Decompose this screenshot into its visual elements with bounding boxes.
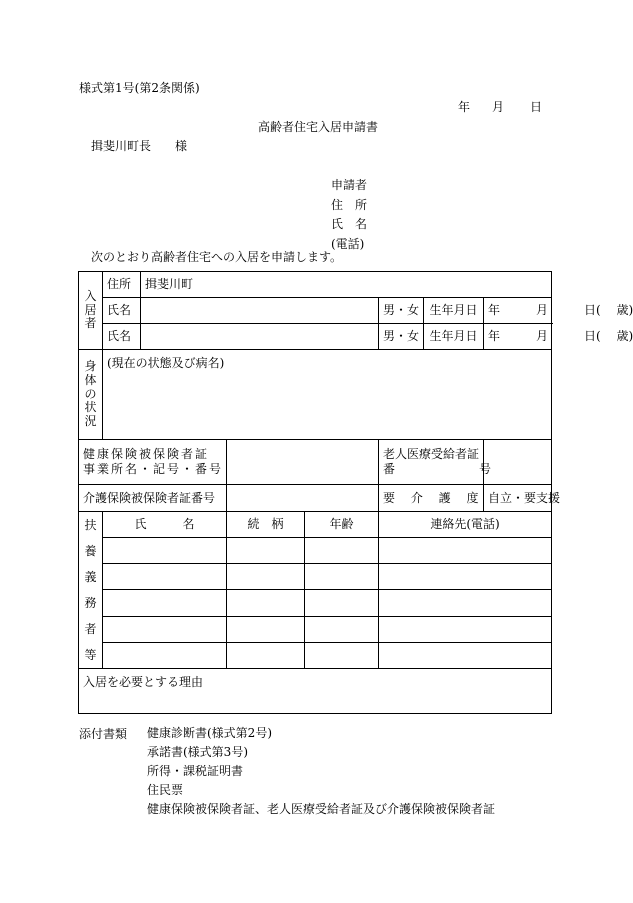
elderly-medical-label: 老人医療受給者証 番 号 [379, 440, 484, 485]
date-year: 年 [458, 100, 471, 114]
supporter-relation[interactable] [227, 590, 305, 616]
supporter-name[interactable] [103, 616, 227, 642]
reason-label: 入居を必要とする理由 [83, 675, 204, 689]
supporter-row [79, 642, 552, 668]
care-level-label: 要 介 護 度 [379, 485, 484, 512]
birth-field[interactable]: 年 月 日( 歳) [484, 324, 552, 350]
care-insurance-field[interactable] [227, 485, 379, 512]
supporter-contact[interactable] [379, 564, 552, 590]
attachment-item: 所得・課税証明書 [147, 764, 244, 778]
supporter-relation[interactable] [227, 616, 305, 642]
supporter-relation[interactable] [227, 642, 305, 668]
attachments-label: 添付書類 [79, 727, 128, 741]
supporter-age[interactable] [305, 564, 379, 590]
supporter-age[interactable] [305, 642, 379, 668]
supporter-name[interactable] [103, 564, 227, 590]
supporter-name[interactable] [103, 642, 227, 668]
birth-label: 生年月日 [424, 298, 484, 324]
supporter-contact[interactable] [379, 590, 552, 616]
applicant-block [331, 176, 367, 254]
birth-field[interactable]: 年 月 日( 歳) [484, 298, 552, 324]
intro-text: 次のとおり高齢者住宅への入居を申請します。 [91, 250, 343, 264]
col-name-header: 氏 名 [103, 512, 227, 538]
supporter-contact[interactable] [379, 616, 552, 642]
supporter-relation[interactable] [227, 564, 305, 590]
care-insurance-label: 介護保険被保険者証番号 [79, 485, 227, 512]
attachment-item: 健康診断書(様式第2号) [147, 726, 272, 740]
supporter-name[interactable] [103, 590, 227, 616]
applicant-name-label: 氏 名 [331, 217, 368, 231]
condition-label: 身 体 の 状 況 [79, 350, 103, 440]
application-table [78, 271, 633, 714]
form-number: 様式第1号(第2条関係) [79, 81, 200, 95]
supporter-row [79, 616, 552, 642]
col-contact-header: 連絡先(電話) [379, 512, 552, 538]
resident-label: 入 居 者 [79, 272, 103, 350]
name-field[interactable] [141, 298, 379, 324]
addressee: 揖斐川町長 様 [91, 139, 188, 153]
elderly-medical-field[interactable] [484, 440, 552, 485]
address-label: 住所 [103, 272, 141, 298]
supporter-row [79, 538, 552, 564]
date-day: 日 [530, 100, 543, 114]
attachment-item: 承諾書(様式第3号) [147, 745, 248, 759]
col-age-header: 年齢 [305, 512, 379, 538]
address-value[interactable]: 揖斐川町 [141, 272, 552, 298]
birth-label: 生年月日 [424, 324, 484, 350]
sex-field[interactable]: 男・女 [379, 324, 424, 350]
name-label: 氏名 [103, 324, 141, 350]
care-level-field[interactable]: 自立・要支援 [484, 485, 552, 512]
health-insurance-field[interactable] [227, 440, 379, 485]
supporter-name[interactable] [103, 538, 227, 564]
applicant-label: 申請者 [331, 178, 368, 192]
attachment-item: 住民票 [147, 783, 184, 797]
name-field[interactable] [141, 324, 379, 350]
resident-row-1 [79, 298, 552, 324]
supporter-contact[interactable] [379, 642, 552, 668]
supporter-contact[interactable] [379, 538, 552, 564]
supporter-relation[interactable] [227, 538, 305, 564]
col-relation-header: 続 柄 [227, 512, 305, 538]
applicant-phone-label: (電話) [331, 236, 365, 251]
date-month: 月 [492, 100, 505, 114]
condition-field[interactable]: (現在の状態及び病名) [103, 350, 552, 440]
name-label: 氏名 [103, 298, 141, 324]
supporter-label: 扶 養 義 務 者 等 [79, 512, 103, 669]
health-insurance-label: 健康保険被保険者証 事業所名・記号・番号 [79, 440, 227, 485]
page-title: 高齢者住宅入居申請書 [258, 120, 379, 134]
sex-field[interactable]: 男・女 [379, 298, 424, 324]
reason-field[interactable] [79, 669, 552, 714]
supporter-row [79, 564, 552, 590]
attachment-item: 健康保険被保険者証、老人医療受給者証及び介護保険被保険者証 [147, 802, 496, 816]
attachments-list [147, 724, 495, 819]
supporter-age[interactable] [305, 590, 379, 616]
supporter-row [79, 590, 552, 616]
resident-row-2 [79, 324, 552, 350]
supporter-age[interactable] [305, 538, 379, 564]
supporter-age[interactable] [305, 616, 379, 642]
applicant-address-label: 住 所 [331, 197, 368, 212]
date-line [458, 101, 542, 113]
